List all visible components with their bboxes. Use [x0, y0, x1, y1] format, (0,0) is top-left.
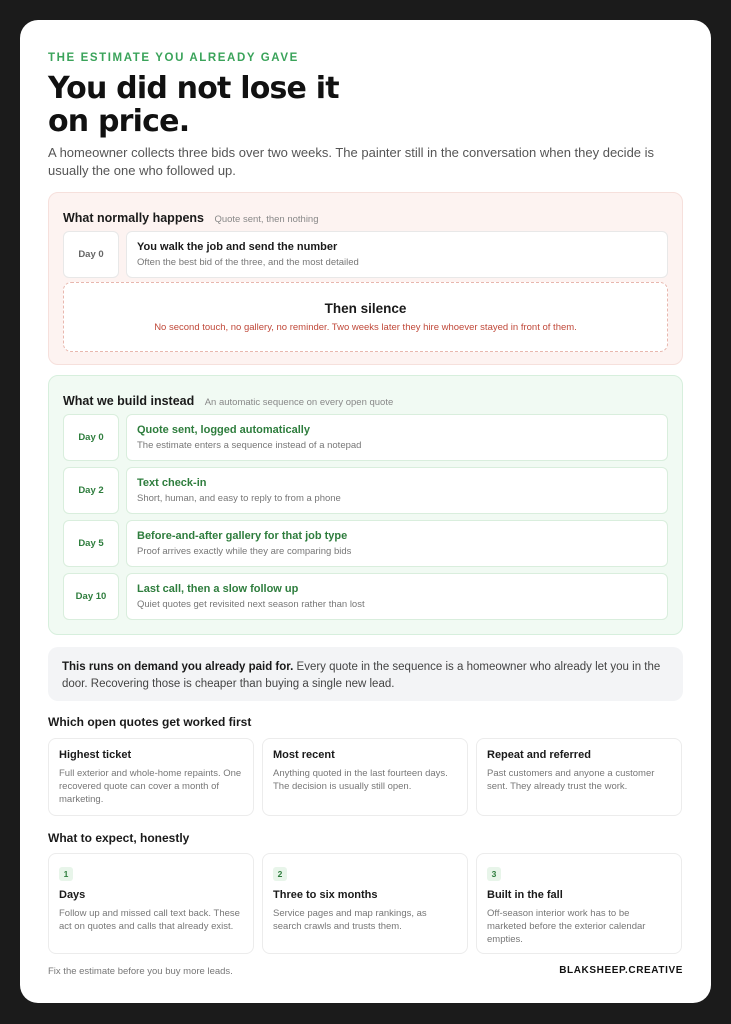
expect-title: Built in the fall	[487, 889, 563, 901]
priority-card	[476, 738, 682, 816]
timeline-step	[126, 231, 668, 278]
day-badge: Day 0	[63, 414, 119, 461]
step-desc: Short, human, and easy to reply to from a phone	[137, 493, 341, 504]
day-badge: Day 5	[63, 520, 119, 567]
note-text: Every quote in the sequence is a homeowner who already let you in the door. Recovering those is cheaper than buying a single new lead.	[62, 661, 661, 690]
expect-card	[48, 853, 254, 954]
timeline-step	[126, 467, 668, 514]
poster-card	[20, 20, 711, 1003]
step-desc: Often the best bid of the three, and the most detailed	[137, 257, 359, 268]
note-bold: This runs on demand you already paid for.	[62, 661, 294, 673]
page-title	[48, 72, 339, 138]
build-title: What we build instead	[63, 394, 195, 408]
demand-note	[48, 647, 683, 701]
normal-subtitle: Quote sent, then nothing	[214, 214, 319, 225]
timeline-step	[126, 520, 668, 567]
priority-heading: Which open quotes get worked first	[48, 715, 252, 729]
expect-desc: Service pages and map rankings, as search crawls and trusts them.	[273, 908, 427, 932]
title-line-2: on price.	[48, 104, 190, 139]
build-subtitle: An automatic sequence on every open quote	[204, 397, 394, 408]
day-badge: Day 10	[63, 573, 119, 620]
priority-title: Repeat and referred	[487, 749, 591, 761]
step-title: Text check-in	[137, 477, 207, 489]
timeline-step	[126, 414, 668, 461]
title-line-1: You did not lose it	[48, 71, 339, 106]
step-title: Quote sent, logged automatically	[137, 424, 310, 436]
expect-desc: Off-season interior work has to be marketed before the exterior calendar empties.	[487, 908, 646, 945]
step-number-badge: 3	[487, 867, 501, 881]
brand-name: BLAKSHEEP.CREATIVE	[559, 965, 683, 976]
expect-card	[262, 853, 468, 954]
expect-title: Days	[59, 889, 86, 901]
silence-box	[63, 282, 668, 352]
step-title: Before-and-after gallery for that job type	[137, 530, 348, 542]
priority-desc: Anything quoted in the last fourteen days. The decision is usually still open.	[273, 768, 448, 792]
step-desc: Quiet quotes get revisited next season rather than lost	[137, 599, 365, 610]
expect-desc: Follow up and missed call text back. These act on quotes and calls that already exist.	[59, 908, 240, 932]
priority-title: Most recent	[273, 749, 335, 761]
priority-title: Highest ticket	[59, 749, 132, 761]
expect-card	[476, 853, 682, 954]
silence-desc: No second touch, no gallery, no reminder. Two weeks later they hire whoever stayed in front of them.	[154, 322, 577, 333]
priority-desc: Past customers and anyone a customer sent. They already trust the work.	[487, 768, 655, 792]
priority-card	[48, 738, 254, 816]
footer-tagline: Fix the estimate before you buy more leads.	[48, 966, 233, 977]
priority-card	[262, 738, 468, 816]
eyebrow: THE ESTIMATE YOU ALREADY GAVE	[48, 52, 299, 64]
day-badge: Day 0	[63, 231, 119, 278]
priority-desc: Full exterior and whole-home repaints. One recovered quote can cover a month of marketing.	[59, 768, 242, 805]
normal-title: What normally happens	[63, 211, 204, 225]
step-desc: Proof arrives exactly while they are comparing bids	[137, 546, 352, 557]
step-title: Last call, then a slow follow up	[137, 583, 299, 595]
normal-panel-head	[63, 209, 319, 227]
build-panel-head	[63, 392, 393, 410]
silence-title: Then silence	[324, 301, 407, 316]
expect-heading: What to expect, honestly	[48, 831, 190, 845]
build-panel	[48, 375, 683, 635]
timeline-step	[126, 573, 668, 620]
expect-title: Three to six months	[273, 889, 378, 901]
intro-text: A homeowner collects three bids over two weeks. The painter still in the conversation when they decide is usually the one who followed up.	[48, 145, 655, 178]
step-number-badge: 2	[273, 867, 287, 881]
day-badge: Day 2	[63, 467, 119, 514]
step-number-badge: 1	[59, 867, 73, 881]
normal-panel	[48, 192, 683, 365]
step-title: You walk the job and send the number	[137, 241, 338, 253]
step-desc: The estimate enters a sequence instead of a notepad	[137, 440, 362, 451]
